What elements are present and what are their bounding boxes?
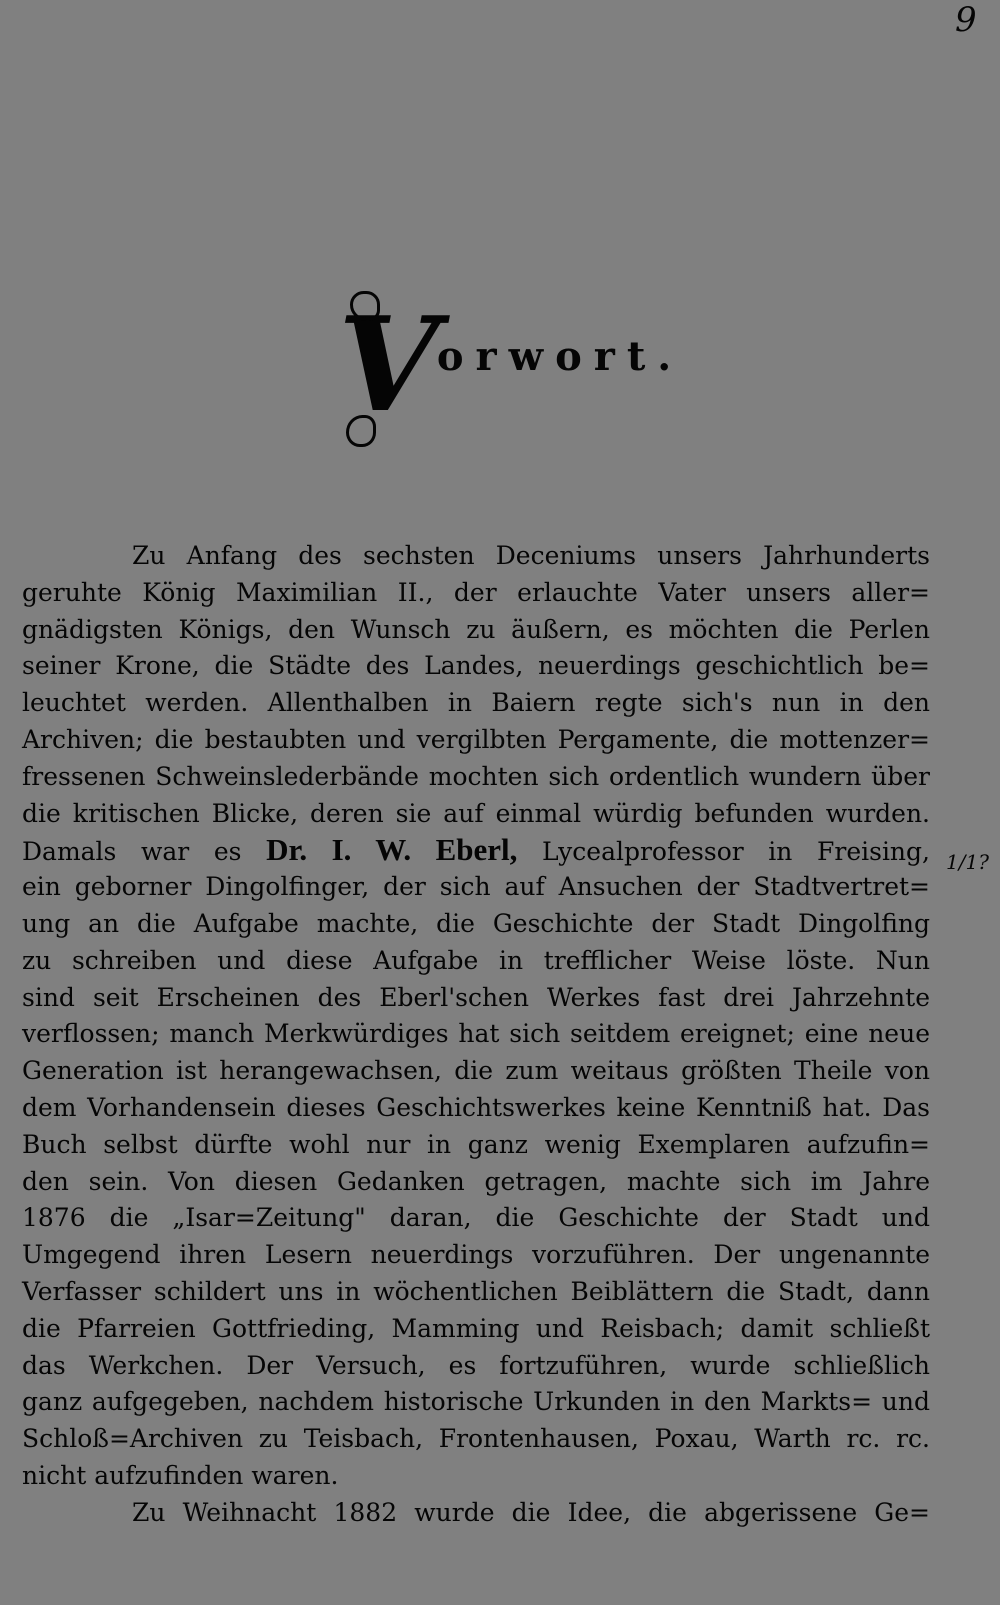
text-line: Umgegend ihren Lesern neuerdings vorzuführen. Der ungenannte: [22, 1240, 930, 1270]
text-line: Generation ist herangewachsen, die zum weitaus größten Theile von: [22, 1056, 930, 1086]
text-line: Archiven; die bestaubten und vergilbten Pergamente, die mottenzer=: [22, 724, 930, 754]
paragraph-2: [22, 1495, 930, 1532]
text-line: die kritischen Blicke, deren sie auf einmal würdig befunden wurden.: [22, 798, 930, 828]
text-line-with-name: [22, 832, 930, 869]
text-line: verflossen; manch Merkwürdiges hat sich seitdem ereignet; eine neue: [22, 1019, 930, 1049]
text-line: 1876 die „Isar=Zeitung" daran, die Geschichte der Stadt und: [22, 1203, 930, 1233]
text-line: nicht aufzufinden waren.: [22, 1460, 339, 1490]
text-line: leuchtet werden. Allenthalben in Baiern regte sich's nun in den: [22, 688, 930, 718]
text-line: seiner Krone, die Städte des Landes, neuerdings geschichtlich be=: [22, 651, 930, 681]
body-text: [22, 538, 930, 1532]
author-name: Dr. I. W. Eberl,: [266, 832, 518, 868]
paragraph-1: [22, 538, 930, 1495]
text-line: Buch selbst dürfte wohl nur in ganz wenig Exemplaren aufzufin=: [22, 1129, 930, 1159]
text-line: den sein. Von diesen Gedanken getragen, machte sich im Jahre: [22, 1166, 930, 1196]
text-line: ung an die Aufgabe machte, die Geschichte der Stadt Dingolfing: [22, 908, 930, 938]
text-line: zu schreiben und diese Aufgabe in trefflicher Weise löste. Nun: [22, 945, 930, 975]
text-line: ein geborner Dingolfinger, der sich auf Ansuchen der Stadtvertret=: [22, 872, 930, 902]
text-line: dem Vorhandensein dieses Geschichtswerkes keine Kenntniß hat. Das: [22, 1092, 930, 1122]
heading-rest: orwort.: [436, 333, 684, 380]
text-line: geruhte König Maximilian II., der erlauchte Vater unsers aller=: [22, 577, 930, 607]
text-line: Verfasser schildert uns in wöchentlichen Beiblättern die Stadt, dann: [22, 1276, 930, 1306]
text-segment: Damals war es: [22, 837, 267, 867]
margin-annotation: 1/1?: [946, 850, 989, 874]
text-line: das Werkchen. Der Versuch, es fortzuführen, wurde schließlich: [22, 1350, 930, 1380]
text-line: Schloß=Archiven zu Teisbach, Frontenhausen, Poxau, Warth rc. rc.: [22, 1424, 930, 1454]
text-line: gnädigsten Königs, den Wunsch zu äußern, es möchten die Perlen: [22, 614, 930, 644]
text-line: Zu Weihnacht 1882 wurde die Idee, die abgerissene Ge=: [132, 1497, 930, 1527]
text-line: Zu Anfang des sechsten Deceniums unsers Jahrhunderts: [132, 541, 930, 570]
page-number-mark: 9: [955, 0, 977, 40]
decorated-initial: V: [338, 288, 439, 441]
text-line: die Pfarreien Gottfrieding, Mamming und Reisbach; damit schließt: [22, 1313, 930, 1343]
text-line: ganz aufgegeben, nachdem historische Urkunden in den Markts= und: [22, 1387, 930, 1417]
text-segment: Lycealprofessor in Freising,: [542, 837, 930, 867]
heading-vorwort: [338, 288, 684, 445]
text-line: sind seit Erscheinen des Eberl'schen Werkes fast drei Jahrzehnte: [22, 982, 930, 1012]
text-line: fressenen Schweinslederbände mochten sich ordentlich wundern über: [22, 761, 930, 791]
